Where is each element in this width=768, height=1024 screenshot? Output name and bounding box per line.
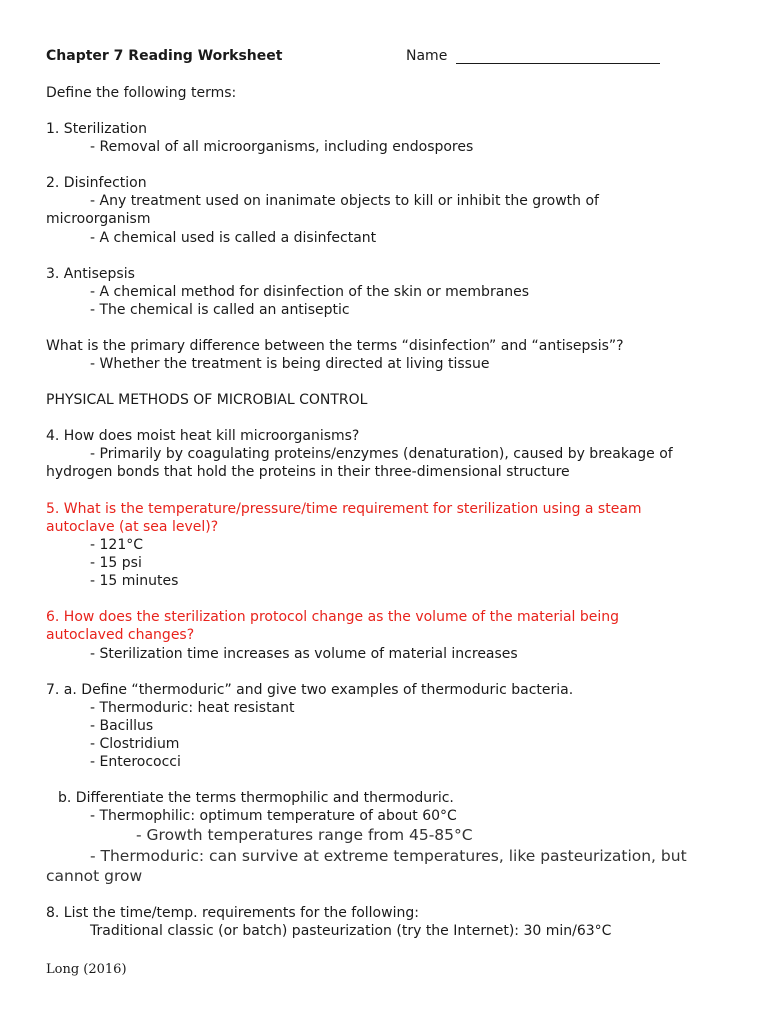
answer-5-time: - 15 minutes xyxy=(90,573,179,589)
answer-7a: - Bacillus xyxy=(90,718,154,734)
term-definition: - Any treatment used on inanimate objects to kill or inhibit the growth of xyxy=(90,193,599,209)
question-5: autoclave (at sea level)? xyxy=(46,519,219,535)
question-6: 6. How does the sterilization protocol change as the volume of the material being xyxy=(46,609,620,625)
term-definition: - Removal of all microorganisms, including endospores xyxy=(90,139,474,155)
answer-7a: - Enterococci xyxy=(90,754,181,770)
difference-answer: - Whether the treatment is being directed at living tissue xyxy=(90,356,490,372)
answer-4: hydrogen bonds that hold the proteins in their three-dimensional structure xyxy=(46,464,570,480)
intro-text: Define the following terms: xyxy=(46,85,237,101)
answer-7b: cannot grow xyxy=(46,867,143,885)
question-7b: b. Differentiate the terms thermophilic and thermoduric. xyxy=(58,790,454,806)
answer-5-pressure: - 15 psi xyxy=(90,555,142,571)
answer-7b: - Growth temperatures range from 45-85°C xyxy=(136,826,473,844)
answer-7a: - Thermoduric: heat resistant xyxy=(90,700,295,716)
answer-7b: - Thermoduric: can survive at extreme temperatures, like pasteurization, but xyxy=(90,847,687,865)
answer-7a: - Clostridium xyxy=(90,736,180,752)
question-6: autoclaved changes? xyxy=(46,627,195,643)
question-4: 4. How does moist heat kill microorganisms? xyxy=(46,428,360,444)
section-heading: PHYSICAL METHODS OF MICROBIAL CONTROL xyxy=(46,392,368,408)
term-definition: microorganism xyxy=(46,211,151,227)
term-definition: - The chemical is called an antiseptic xyxy=(90,302,350,318)
answer-8: Traditional classic (or batch) pasteurization (try the Internet): 30 min/63°C xyxy=(90,923,612,939)
name-label: Name xyxy=(406,48,448,64)
term-definition: - A chemical method for disinfection of the skin or membranes xyxy=(90,284,530,300)
question-5: 5. What is the temperature/pressure/time requirement for sterilization using a steam xyxy=(46,501,642,517)
answer-7b: - Thermophilic: optimum temperature of about 60°C xyxy=(90,808,457,824)
term-heading: 1. Sterilization xyxy=(46,121,147,137)
answer-6: - Sterilization time increases as volume of material increases xyxy=(90,646,518,662)
question-7a: 7. a. Define “thermoduric” and give two examples of thermoduric bacteria. xyxy=(46,682,574,698)
question-8: 8. List the time/temp. requirements for the following: xyxy=(46,905,419,921)
answer-4: - Primarily by coagulating proteins/enzymes (denaturation), caused by breakage of xyxy=(90,446,673,462)
term-heading: 3. Antisepsis xyxy=(46,266,135,282)
term-definition: - A chemical used is called a disinfectant xyxy=(90,230,377,246)
answer-5-temperature: - 121°C xyxy=(90,537,143,553)
term-heading: 2. Disinfection xyxy=(46,175,147,191)
page-title: Chapter 7 Reading Worksheet xyxy=(46,48,283,64)
name-blank-line xyxy=(456,63,660,64)
footer-citation: Long (2016) xyxy=(46,962,127,977)
difference-question: What is the primary difference between the terms “disinfection” and “antisepsis”? xyxy=(46,338,624,354)
